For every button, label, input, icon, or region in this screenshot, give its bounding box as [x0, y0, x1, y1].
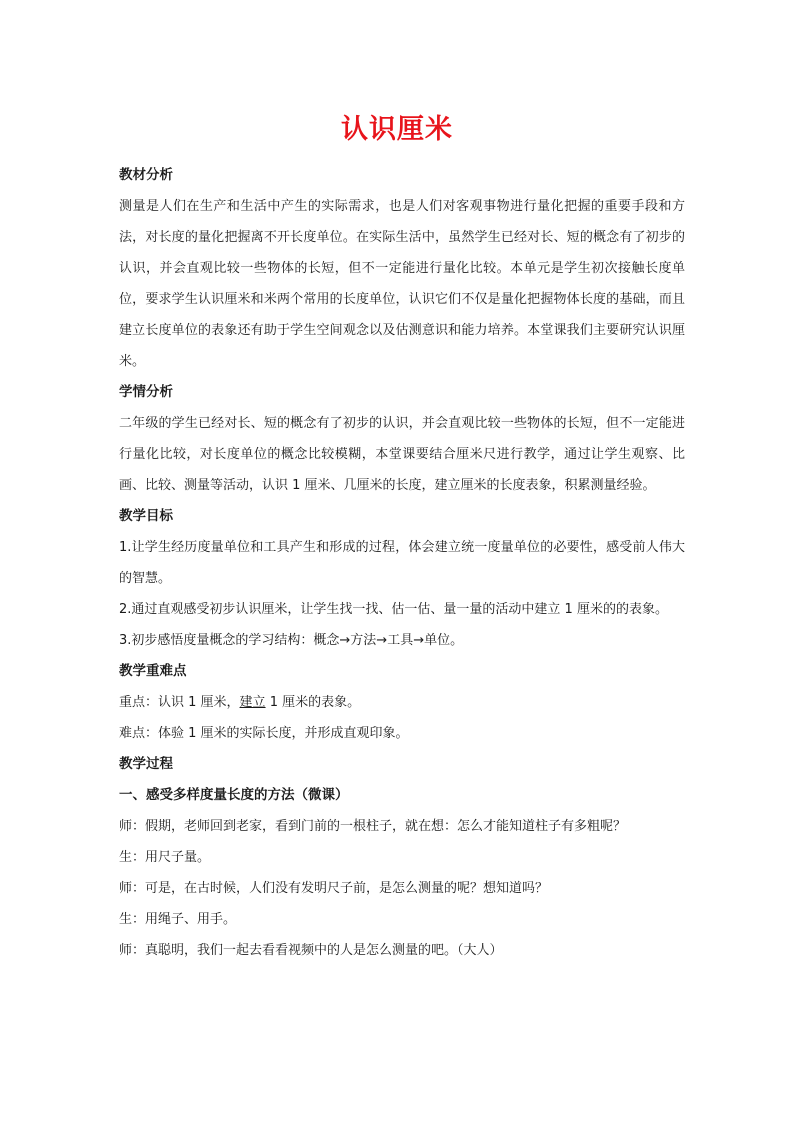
section-heading-student-analysis: 学情分析	[119, 384, 173, 400]
page-title: 认识厘米	[341, 114, 453, 145]
section-heading-key-points: 教学重难点	[119, 663, 187, 679]
dialogue-line: 生：用绳子、用手。	[119, 912, 237, 927]
difficulty-point-line: 难点：体验 1 厘米的实际长度，并形成直观印象。	[119, 726, 409, 741]
objective-item: 2.通过直观感受初步认识厘米，让学生找一找、估一估、量一量的活动中建立 1 厘米的的表象。	[119, 602, 668, 617]
student-analysis-paragraph: 二年级的学生已经对长、短的概念有了初步的认识，并会直观比较一些物体的长短，但不一定能进行量化比较，对长度单位的概念比较模糊，本堂课要结合厘米尺进行教学，通过让学生观察、比画、比较、测量等活动，认识 1 厘米、几厘米的长度，建立厘米的长度表象，积累测量经验。	[119, 416, 685, 493]
process-subheading: 一、感受多样度量长度的方法（微课）	[119, 787, 349, 803]
focus-prefix: 重点：认识 1 厘米，	[119, 695, 240, 710]
material-analysis-paragraph: 测量是人们在生产和生活中产生的实际需求，也是人们对客观事物进行量化把握的重要手段和方法，对长度的量化把握离不开长度单位。在实际生活中，虽然学生已经对长、短的概念有了初步的认识，并会直观比较一些物体的长短，但不一定能进行量化比较。本单元是学生初次接触长度单位，要求学生认识厘米和米两个常用的长度单位，认识它们不仅是量化把握物体长度的基础，而且建立长度单位的表象还有助于学生空间观念以及估测意识和能力培养。本堂课我们主要研究认识厘米。	[119, 199, 685, 369]
focus-suffix: 1 厘米的表象。	[265, 695, 361, 710]
dialogue-line: 师：真聪明，我们一起去看看视频中的人是怎么测量的吧。（大人）	[119, 943, 503, 958]
section-heading-material-analysis: 教材分析	[119, 167, 173, 183]
objective-item: 3.初步感悟度量概念的学习结构：概念→方法→工具→单位。	[119, 633, 464, 648]
dialogue-line: 生：用尺子量。	[119, 850, 211, 865]
section-heading-objectives: 教学目标	[119, 508, 173, 524]
document-body	[119, 160, 685, 966]
focus-underlined-word: 建立	[239, 695, 266, 710]
objective-item: 1.让学生经历度量单位和工具产生和形成的过程，体会建立统一度量单位的必要性，感受前人伟大的智慧。	[119, 540, 685, 586]
focus-point-line	[119, 687, 685, 718]
dialogue-line: 师：假期，老师回到老家，看到门前的一根柱子，就在想：怎么才能知道柱子有多粗呢？	[119, 819, 627, 834]
dialogue-line: 师：可是，在古时候，人们没有发明尺子前，是怎么测量的呢？想知道吗？	[119, 881, 549, 896]
section-heading-process: 教学过程	[119, 756, 173, 772]
